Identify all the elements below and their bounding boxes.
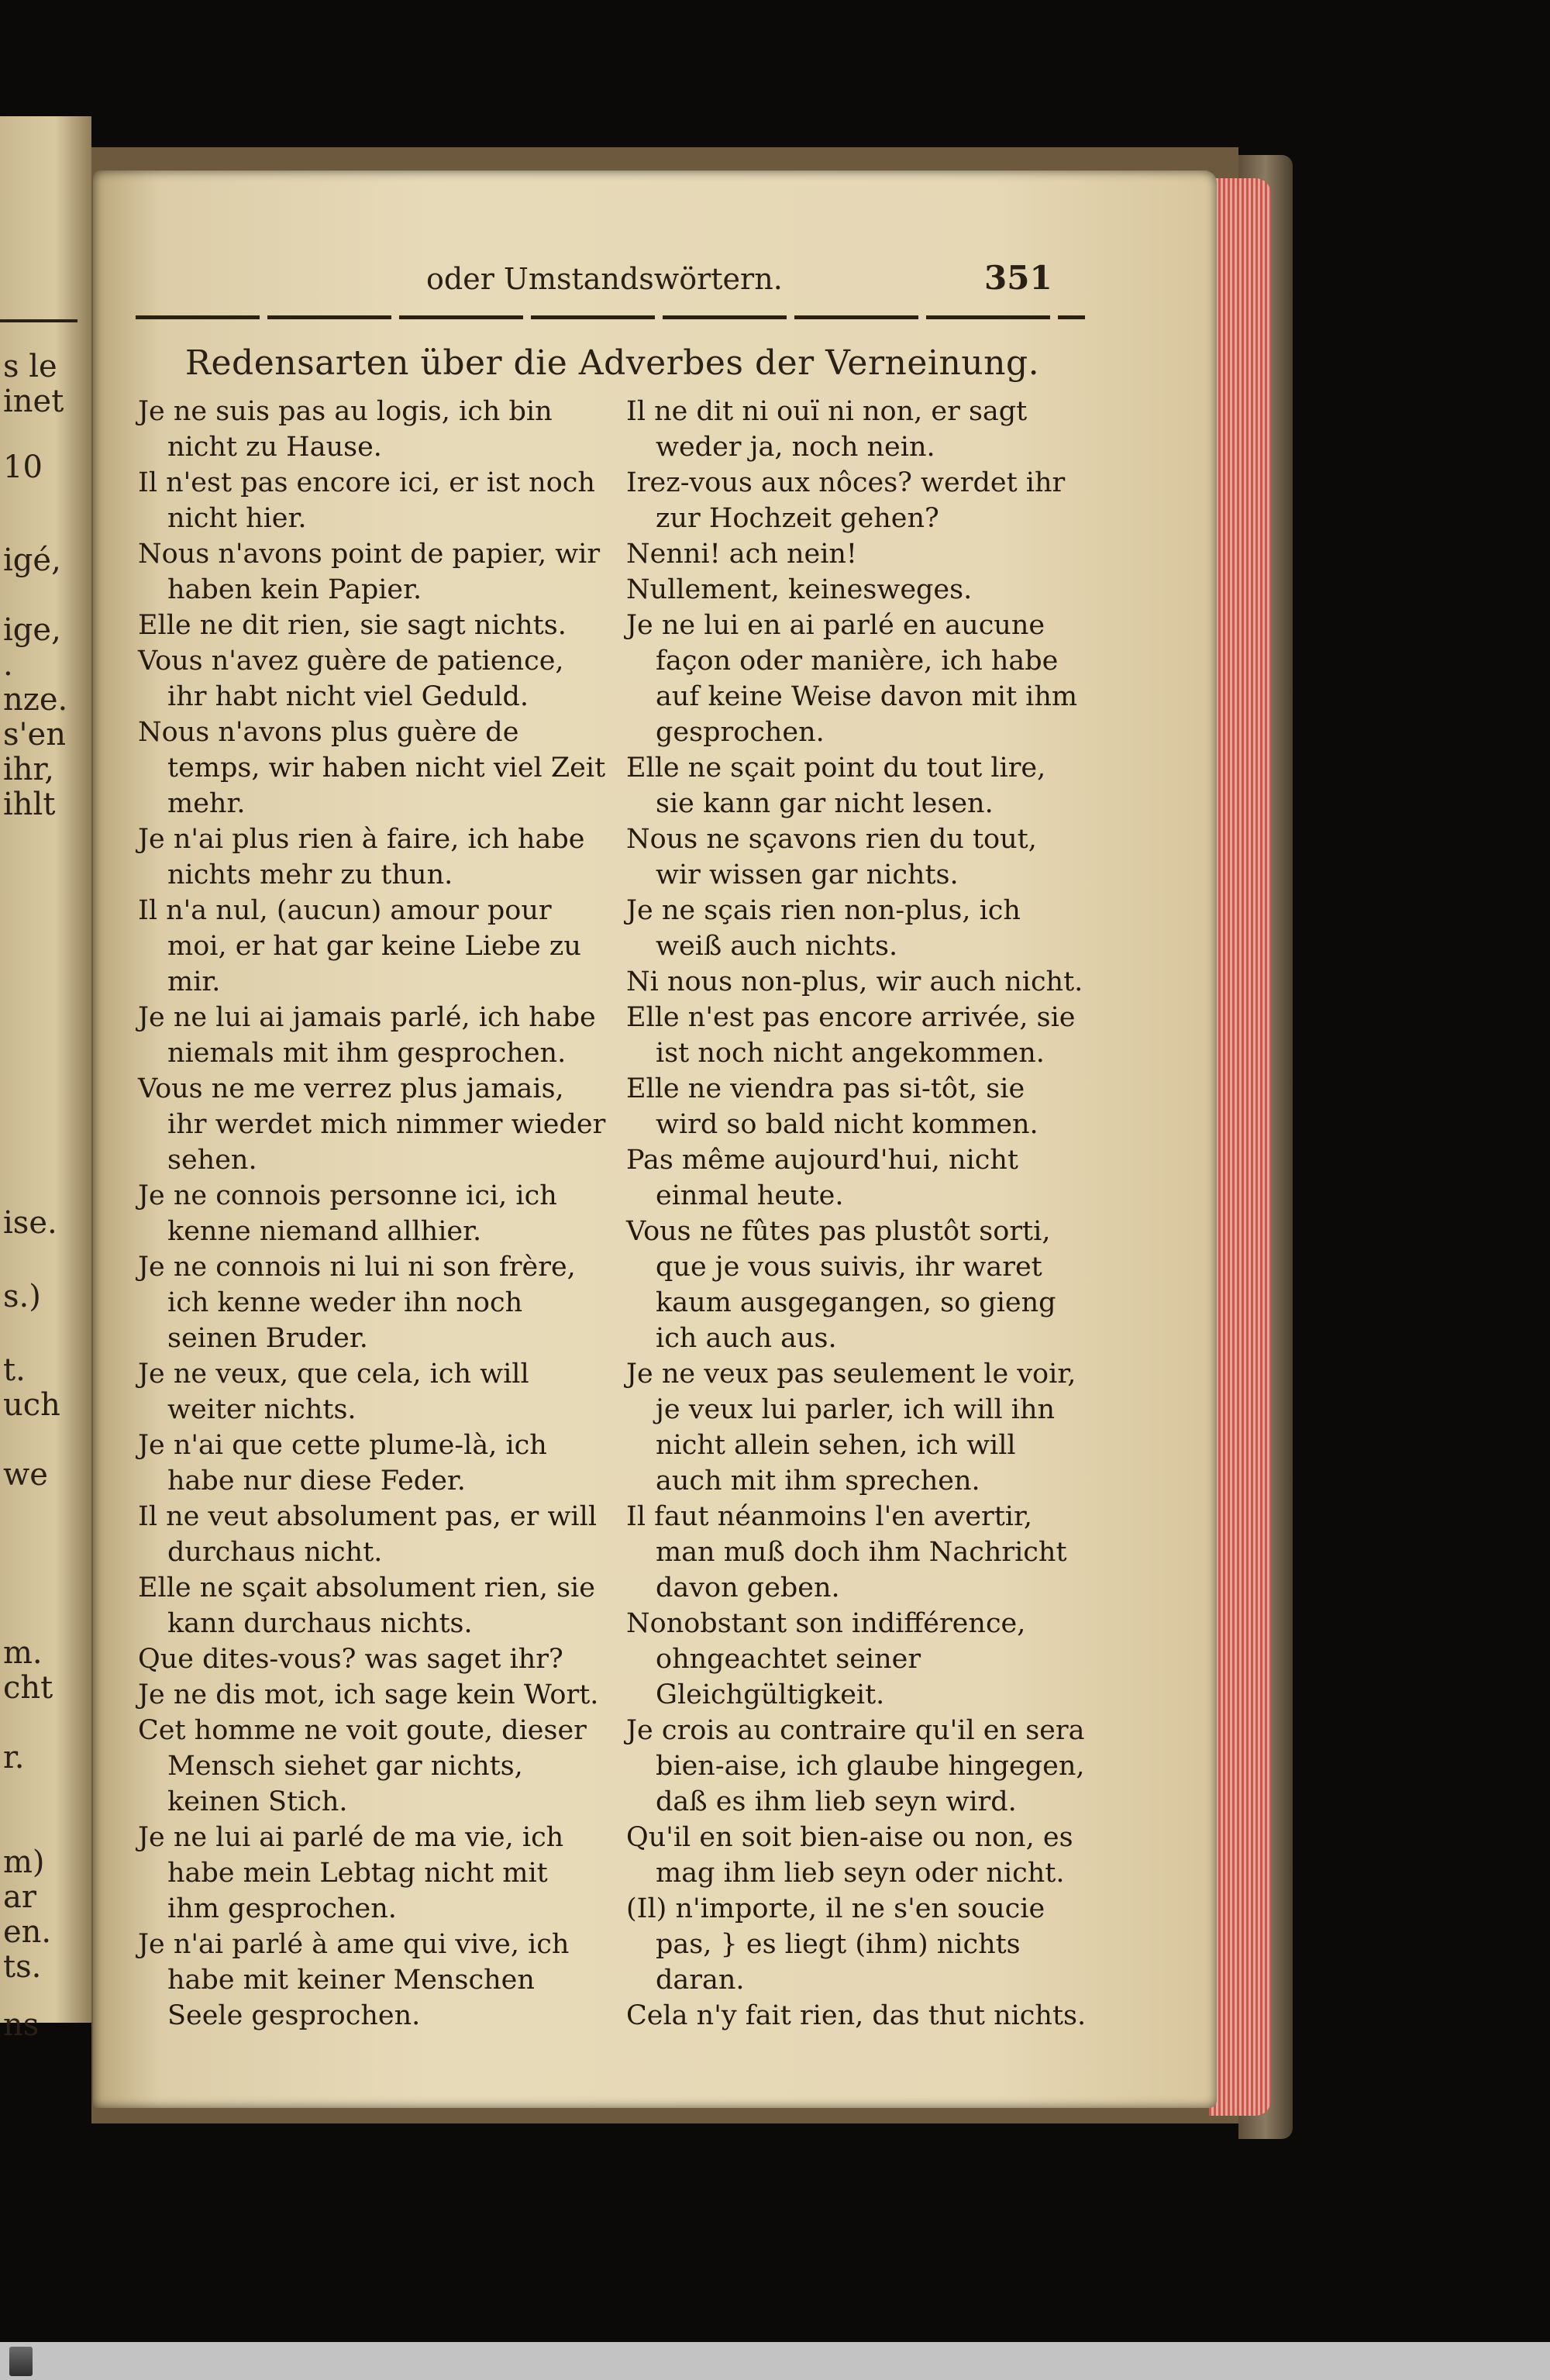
previous-page-rule	[0, 319, 78, 322]
phrase-entry: Vous ne fûtes pas plustôt sorti, que je vous suivis, ihr waret kaum ausgegangen, so gieng ich auch aus.	[626, 1216, 1056, 1354]
header-rule	[136, 315, 1085, 319]
phrase-entry: Ni nous non-plus, wir auch nicht.	[626, 966, 1083, 997]
left-column	[138, 394, 607, 2034]
prev-fragment: igé,	[3, 542, 61, 578]
library-logo-icon	[9, 2347, 33, 2376]
prev-fragment: inet	[3, 384, 64, 419]
phrase-entry: Pas même aujourd'hui, nicht einmal heute.	[626, 1145, 1018, 1211]
phrase-entry: Elle ne sçait absolument rien, sie kann durchaus nichts.	[138, 1572, 595, 1639]
phrase-entry: Elle ne sçait point du tout lire, sie kann gar nicht lesen.	[626, 753, 1046, 819]
prev-fragment: uch	[3, 1387, 60, 1423]
phrase-entry: Cela n'y fait rien, das thut nichts.	[626, 2000, 1087, 2031]
prev-fragment: s'en	[3, 717, 66, 753]
phrase-entry: Je ne lui en ai parlé en aucune façon oder manière, ich habe auf keine Weise davon mit ihm gesprochen.	[626, 610, 1078, 748]
phrase-entry: Que dites-vous? was saget ihr?	[138, 1644, 563, 1675]
prev-fragment: ige,	[3, 612, 61, 648]
phrase-entry: Je ne dis mot, ich sage kein Wort.	[138, 1679, 599, 1710]
phrase-entry: Elle n'est pas encore arrivée, sie ist noch nicht angekommen.	[626, 1002, 1076, 1069]
phrase-entry: Il n'est pas encore ici, er ist noch nicht hier.	[138, 467, 595, 534]
prev-fragment: s le	[3, 349, 57, 384]
phrase-entry: Je ne veux, que cela, ich will weiter nichts.	[138, 1359, 529, 1425]
phrase-entry: (Il) n'importe, il ne s'en soucie pas, } es liegt (ihm) nichts daran.	[626, 1893, 1045, 1996]
phrase-entry: Qu'il en soit bien-aise ou non, es mag ihm lieb seyn oder nicht.	[626, 1822, 1073, 1889]
page-number: 351	[984, 259, 1052, 297]
prev-fragment: nze.	[3, 682, 68, 718]
phrase-entry: Il ne dit ni ouï ni non, er sagt weder ja, noch nein.	[626, 396, 1028, 463]
phrase-entry: Je n'ai parlé à ame qui vive, ich habe mit keiner Menschen Seele gesprochen.	[138, 1929, 570, 2031]
phrase-entry: Irez-vous aux nôces? werdet ihr zur Hochzeit gehen?	[626, 467, 1066, 534]
prev-fragment: m.	[3, 1635, 43, 1671]
phrase-entry: Je ne veux pas seulement le voir, je veux lui parler, ich will ihn nicht allein sehen, ich will auch mit ihm sprechen.	[626, 1359, 1076, 1497]
phrase-entry: Elle ne viendra pas si-tôt, sie wird so bald nicht kommen.	[626, 1073, 1038, 1140]
phrase-entry: Il faut néanmoins l'en avertir, man muß doch ihm Nachricht davon geben.	[626, 1501, 1067, 1603]
phrase-entry: Nonobstant son indifférence, ohngeachtet seiner Gleichgültigkeit.	[626, 1608, 1026, 1710]
phrase-entry: Vous ne me verrez plus jamais, ihr werdet mich nimmer wieder sehen.	[138, 1073, 606, 1176]
phrase-entry: Je ne sçais rien non-plus, ich weiß auch nichts.	[626, 895, 1021, 962]
prev-fragment: ts.	[3, 1949, 42, 1985]
prev-fragment: ar	[3, 1879, 36, 1915]
prev-fragment: m)	[3, 1844, 45, 1880]
prev-fragment: ise.	[3, 1205, 57, 1241]
running-header	[418, 259, 1085, 308]
previous-page-edge	[0, 116, 91, 2043]
prev-fragment: .	[3, 647, 13, 683]
phrase-entry: Nenni! ach nein!	[626, 539, 857, 570]
running-title: oder Umstandswörtern.	[426, 262, 783, 296]
right-column	[626, 394, 1087, 2034]
prev-fragment: s.)	[3, 1279, 41, 1314]
phrase-entry: Je ne lui ai parlé de ma vie, ich habe mein Lebtag nicht mit ihm gesprochen.	[138, 1822, 564, 1924]
prev-fragment: we	[3, 1457, 48, 1493]
phrase-entry: Je ne suis pas au logis, ich bin nicht zu Hause.	[138, 396, 553, 463]
phrase-entry: Nous ne sçavons rien du tout, wir wissen gar nichts.	[626, 824, 1037, 890]
phrase-entry: Nous n'avons point de papier, wir haben kein Papier.	[138, 539, 601, 605]
prev-fragment: r.	[3, 1740, 25, 1776]
prev-fragment: ns	[3, 2007, 40, 2043]
prev-fragment: ihlt	[3, 787, 56, 822]
phrase-entry: Il ne veut absolument pas, er will durchaus nicht.	[138, 1501, 598, 1568]
page-edges-red	[1209, 178, 1271, 2116]
prev-fragment: ihr,	[3, 752, 54, 787]
phrase-entry: Cet homme ne voit goute, dieser Mensch siehet gar nichts, keinen Stich.	[138, 1715, 587, 1817]
viewer-footer-bar	[0, 2342, 1550, 2380]
phrase-entry: Je n'ai que cette plume-là, ich habe nur diese Feder.	[138, 1430, 547, 1497]
prev-fragment: t.	[3, 1352, 26, 1388]
phrase-entry: Je ne connois personne ici, ich kenne niemand allhier.	[138, 1180, 557, 1247]
phrase-entry: Je crois au contraire qu'il en sera bien-aise, ich glaube hingegen, daß es ihm lieb seyn wird.	[626, 1715, 1085, 1817]
phrase-entry: Il n'a nul, (aucun) amour pour moi, er hat gar keine Liebe zu mir.	[138, 895, 581, 997]
phrase-entry: Je ne lui ai jamais parlé, ich habe niemals mit ihm gesprochen.	[138, 1002, 596, 1069]
phrase-entry: Nullement, keinesweges.	[626, 574, 973, 605]
prev-fragment: en.	[3, 1914, 52, 1950]
phrase-entry: Elle ne dit rien, sie sagt nichts.	[138, 610, 567, 641]
phrase-entry: Je n'ai plus rien à faire, ich habe nichts mehr zu thun.	[138, 824, 585, 890]
prev-fragment: 10	[3, 449, 43, 485]
prev-fragment: cht	[3, 1670, 53, 1706]
phrase-entry: Vous n'avez guère de patience, ihr habt nicht viel Geduld.	[138, 646, 564, 712]
section-title: Redensarten über die Adverbes der Verneinung.	[184, 343, 1040, 383]
phrase-entry: Je ne connois ni lui ni son frère, ich kenne weder ihn noch seinen Bruder.	[138, 1252, 576, 1354]
phrase-entry: Nous n'avons plus guère de temps, wir haben nicht viel Zeit mehr.	[138, 717, 606, 819]
